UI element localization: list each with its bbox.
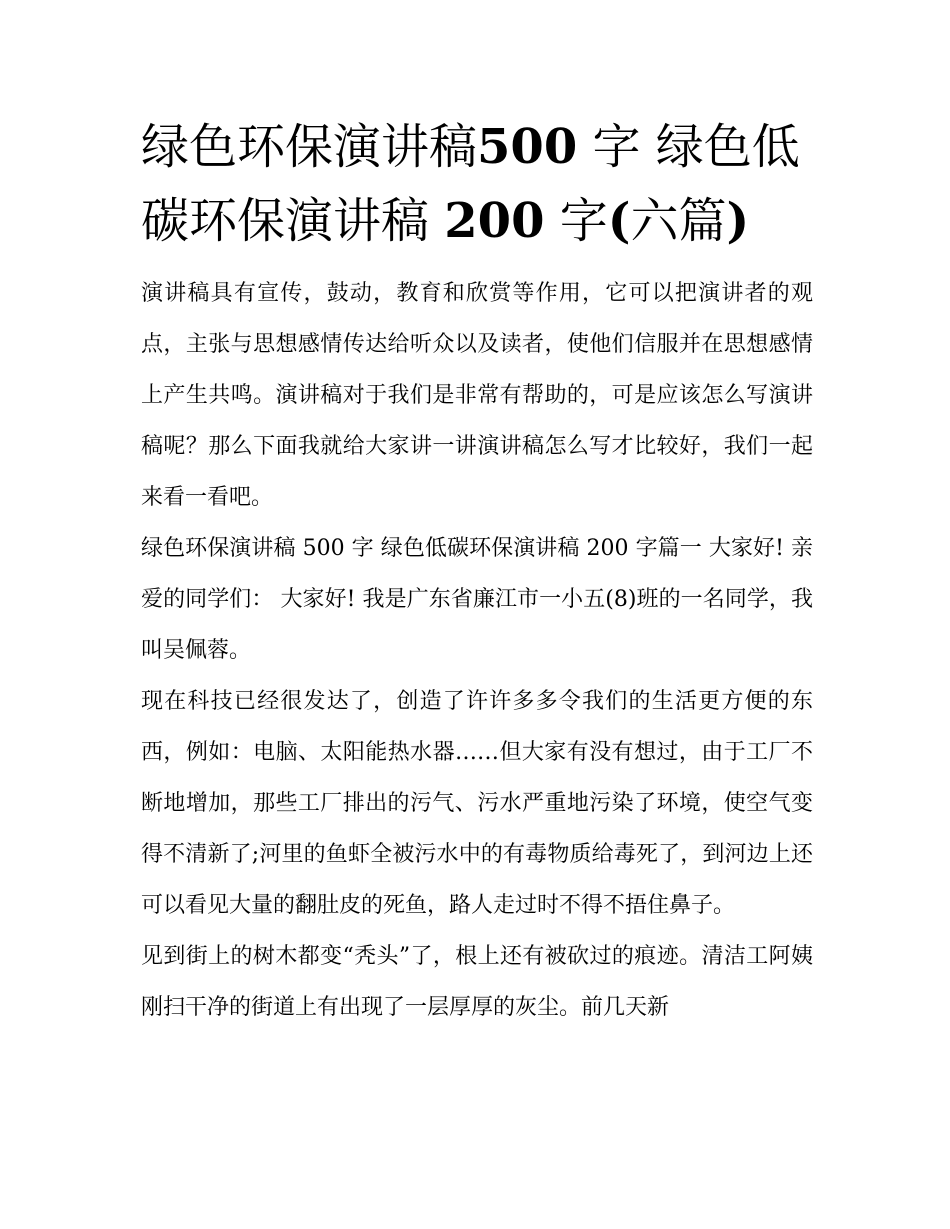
title-part: 绿色环保演讲稿 (141, 119, 478, 175)
paragraph-technology: 现在科技已经很发达了，创造了许许多多令我们的生活更方便的东西，例如：电脑、太阳能热水器……但大家有没有想过，由于工厂不断地增加，那些工厂排出的污气、污水严重地污染了环境，使空气变得不清新了;河里的鱼虾全被污水中的有毒物质给毒死了，到河边上还可以看见大量的翻肚皮的死鱼，路人走过时不得不捂住鼻子。 (141, 689, 813, 918)
title-part: 六篇 (630, 193, 727, 249)
title-part: ( (607, 193, 631, 249)
title-part: 字 绿色低碳环保演讲稿 (141, 119, 800, 249)
paragraph-greeting: 绿色环保演讲稿 500 字 绿色低碳环保演讲稿 200 字篇一 大家好! 亲爱的同学们： 大家好! 我是广东省廉江市一小五(8)班的一名同学，我叫吴佩蓉。 (141, 536, 813, 663)
title-part: 200 (444, 193, 545, 249)
title-part: 字 (544, 193, 608, 249)
document-page (141, 110, 813, 1033)
document-body (141, 268, 813, 1033)
paragraph-intro: 演讲稿具有宣传，鼓动，教育和欣赏等作用，它可以把演讲者的观点，主张与思想感情传达给听众以及读者，使他们信服并在思想感情上产生共鸣。演讲稿对于我们是非常有帮助的，可是应该怎么写演讲稿呢？那么下面我就给大家讲一讲演讲稿怎么写才比较好，我们一起来看一看吧。 (141, 281, 813, 510)
title-part: 500 (477, 119, 578, 175)
paragraph-street: 见到街上的树木都变“秃头”了，根上还有被砍过的痕迹。清洁工阿姨刚扫干净的街道上有出现了一层厚厚的灰尘。前几天新 (141, 944, 813, 1020)
title-part: ) (726, 193, 750, 249)
document-title (141, 110, 813, 258)
